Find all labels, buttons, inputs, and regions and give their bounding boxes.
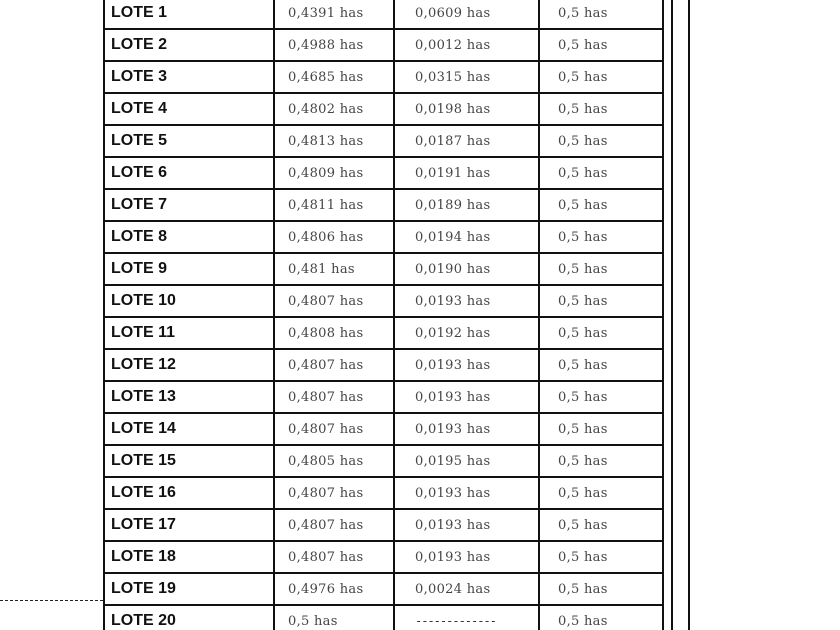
area-a-cell: 0,4808 has bbox=[275, 318, 395, 348]
lote-name-cell: LOTE 18 bbox=[105, 542, 275, 572]
table-row bbox=[105, 254, 662, 286]
area-total-cell: 0,5 has bbox=[558, 517, 608, 533]
area-a-cell: 0,4807 has bbox=[275, 382, 395, 412]
lote-name-cell: LOTE 13 bbox=[105, 382, 275, 412]
area-total-cell: 0,5 has bbox=[558, 229, 608, 245]
area-total-cell: 0,5 has bbox=[558, 357, 608, 373]
area-b-cell: 0,0191 has bbox=[395, 158, 540, 188]
area-b-cell: 0,0024 has bbox=[395, 574, 540, 604]
area-b-cell: 0,0193 has bbox=[395, 382, 540, 412]
area-total-cell: 0,5 has bbox=[558, 389, 608, 405]
area-a-cell: 0,4802 has bbox=[275, 94, 395, 124]
table-row bbox=[105, 414, 662, 446]
lote-name-cell: LOTE 8 bbox=[105, 222, 275, 252]
lote-name-cell: LOTE 4 bbox=[105, 94, 275, 124]
area-b-cell: 0,0198 has bbox=[395, 94, 540, 124]
area-a-cell: 0,4391 has bbox=[275, 0, 395, 28]
area-total-cell: 0,5 has bbox=[558, 293, 608, 309]
lote-name-cell: LOTE 10 bbox=[105, 286, 275, 316]
lote-name-cell: LOTE 2 bbox=[105, 30, 275, 60]
area-total-cell: 0,5 has bbox=[558, 325, 608, 341]
table-row bbox=[105, 350, 662, 382]
table-row bbox=[105, 30, 662, 62]
area-total-cell: 0,5 has bbox=[558, 581, 608, 597]
area-b-cell: 0,0187 has bbox=[395, 126, 540, 156]
lote-name-cell: LOTE 9 bbox=[105, 254, 275, 284]
area-b-cell: 0,0193 has bbox=[395, 414, 540, 444]
table-row bbox=[105, 286, 662, 318]
area-a-cell: 0,4807 has bbox=[275, 350, 395, 380]
area-a-cell: 0,4809 has bbox=[275, 158, 395, 188]
area-a-cell: 0,4988 has bbox=[275, 30, 395, 60]
area-total-cell: 0,5 has bbox=[558, 549, 608, 565]
area-total-cell: 0,5 has bbox=[558, 101, 608, 117]
lote-name-cell: LOTE 15 bbox=[105, 446, 275, 476]
area-b-cell: 0,0193 has bbox=[395, 350, 540, 380]
area-b-cell: 0,0194 has bbox=[395, 222, 540, 252]
table-row bbox=[105, 478, 662, 510]
table-row bbox=[105, 94, 662, 126]
area-b-cell: 0,0190 has bbox=[395, 254, 540, 284]
sheet-frame-line-inner bbox=[671, 0, 673, 630]
lotes-area-table bbox=[103, 0, 664, 630]
table-row bbox=[105, 574, 662, 606]
area-a-cell: 0,4813 has bbox=[275, 126, 395, 156]
area-a-cell: 0,4807 has bbox=[275, 510, 395, 540]
area-b-cell: 0,0195 has bbox=[395, 446, 540, 476]
area-total-cell: 0,5 has bbox=[558, 421, 608, 437]
dashed-boundary-line bbox=[0, 600, 103, 601]
area-b-cell: 0,0193 has bbox=[395, 510, 540, 540]
area-total-cell: 0,5 has bbox=[558, 613, 608, 629]
area-total-cell: 0,5 has bbox=[558, 261, 608, 277]
lote-name-cell: LOTE 14 bbox=[105, 414, 275, 444]
table-row bbox=[105, 222, 662, 254]
table-row bbox=[105, 126, 662, 158]
table-row bbox=[105, 606, 662, 630]
area-a-cell: 0,4976 has bbox=[275, 574, 395, 604]
area-a-cell: 0,4807 has bbox=[275, 478, 395, 508]
area-b-cell: ------------- bbox=[395, 606, 540, 630]
area-total-cell: 0,5 has bbox=[558, 453, 608, 469]
lote-name-cell: LOTE 11 bbox=[105, 318, 275, 348]
area-b-cell: 0,0192 has bbox=[395, 318, 540, 348]
lote-name-cell: LOTE 5 bbox=[105, 126, 275, 156]
table-row bbox=[105, 190, 662, 222]
area-a-cell: 0,4805 has bbox=[275, 446, 395, 476]
lote-name-cell: LOTE 1 bbox=[105, 0, 275, 28]
area-total-cell: 0,5 has bbox=[558, 197, 608, 213]
area-total-cell: 0,5 has bbox=[558, 485, 608, 501]
table-row bbox=[105, 510, 662, 542]
lote-name-cell: LOTE 6 bbox=[105, 158, 275, 188]
area-a-cell: 0,4807 has bbox=[275, 414, 395, 444]
area-b-cell: 0,0193 has bbox=[395, 478, 540, 508]
lote-name-cell: LOTE 19 bbox=[105, 574, 275, 604]
area-total-cell: 0,5 has bbox=[558, 165, 608, 181]
table-row bbox=[105, 542, 662, 574]
table-row bbox=[105, 0, 662, 30]
table-row bbox=[105, 382, 662, 414]
lote-name-cell: LOTE 3 bbox=[105, 62, 275, 92]
area-total-cell: 0,5 has bbox=[558, 37, 608, 53]
table-row bbox=[105, 318, 662, 350]
sheet-frame-line-outer bbox=[688, 0, 690, 630]
lote-name-cell: LOTE 17 bbox=[105, 510, 275, 540]
area-a-cell: 0,4807 has bbox=[275, 542, 395, 572]
lote-name-cell: LOTE 16 bbox=[105, 478, 275, 508]
area-b-cell: 0,0609 has bbox=[395, 0, 540, 28]
area-total-cell: 0,5 has bbox=[558, 133, 608, 149]
area-a-cell: 0,481 has bbox=[275, 254, 395, 284]
area-a-cell: 0,4807 has bbox=[275, 286, 395, 316]
lote-name-cell: LOTE 20 bbox=[105, 606, 275, 630]
area-b-cell: 0,0193 has bbox=[395, 286, 540, 316]
table-row bbox=[105, 446, 662, 478]
area-b-cell: 0,0193 has bbox=[395, 542, 540, 572]
area-total-cell: 0,5 has bbox=[558, 69, 608, 85]
area-a-cell: 0,4806 has bbox=[275, 222, 395, 252]
table-row bbox=[105, 158, 662, 190]
area-a-cell: 0,4685 has bbox=[275, 62, 395, 92]
area-a-cell: 0,5 has bbox=[275, 606, 395, 630]
area-b-cell: 0,0189 has bbox=[395, 190, 540, 220]
area-a-cell: 0,4811 has bbox=[275, 190, 395, 220]
area-total-cell: 0,5 has bbox=[558, 5, 608, 21]
area-b-cell: 0,0315 has bbox=[395, 62, 540, 92]
lote-name-cell: LOTE 12 bbox=[105, 350, 275, 380]
table-row bbox=[105, 62, 662, 94]
lote-name-cell: LOTE 7 bbox=[105, 190, 275, 220]
area-b-cell: 0,0012 has bbox=[395, 30, 540, 60]
